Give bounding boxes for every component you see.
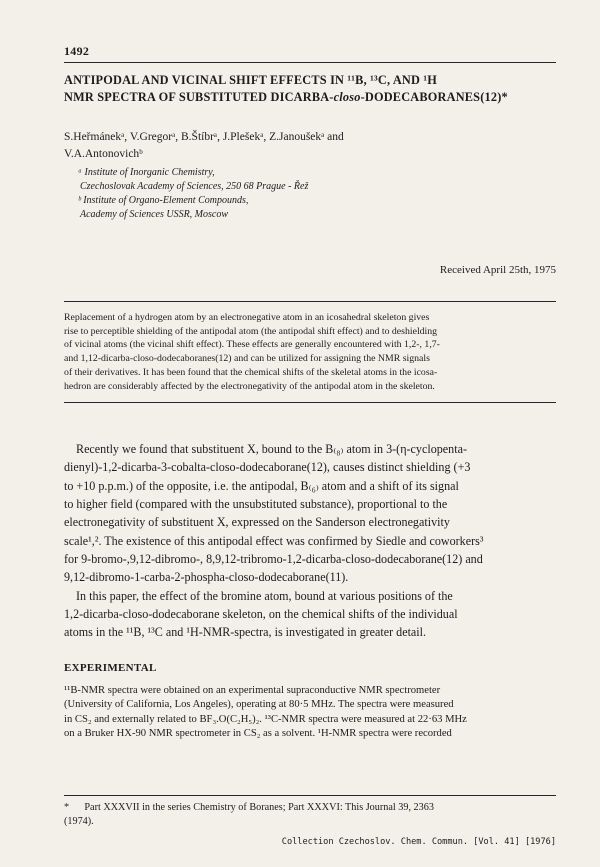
journal-footer: Collection Czechoslov. Chem. Commun. [Vol. 41] [1976]	[281, 837, 556, 847]
introduction-text	[64, 440, 560, 642]
affiliations	[78, 166, 558, 222]
page-number: 1492	[64, 44, 90, 58]
title-line-2: NMR SPECTRA OF SUBSTITUTED DICARBA-closo-DODECABORANES(12)*	[64, 90, 508, 104]
footnote-line: * Part XXXVII in the series Chemistry of Boranes; Part XXXVI: This Journal 39, 2363	[64, 802, 434, 813]
experimental-line: ¹¹B-NMR spectra were obtained on an experimental supraconductive NMR spectrometer	[64, 685, 441, 696]
abstract-line: of their derivatives. It has been found that the chemical shifts of the skeletal atoms in the icosa-	[64, 366, 438, 378]
body-line: atoms in the ¹¹B, ¹³C and ¹H-NMR-spectra, is investigated in greater detail.	[64, 625, 427, 640]
header-rule	[64, 62, 556, 63]
body-line: electronegativity of substituent X, expressed on the Sanderson electronegativity	[64, 515, 450, 530]
abstract-line: of vicinal atoms (the vicinal shift effect). These effects are generally encountered with 1,2-, 1,7-	[64, 339, 440, 351]
abstract-rule-top	[64, 301, 556, 302]
body-line: scale¹,². The existence of this antipodal effect was confirmed by Siedle and coworkers³	[64, 533, 484, 548]
section-heading-experimental: EXPERIMENTAL	[64, 662, 157, 674]
body-line: to higher field (compared with the unsubstituted substance), proportional to the	[64, 497, 448, 512]
experimental-line: in CS₂ and externally related to BF₃.O(C₂H₅)₂. ¹³C-NMR spectra were measured at 22·63 MHz	[64, 713, 467, 725]
abstract-line: Replacement of a hydrogen atom by an electronegative atom in an icosahedral skeleton gives	[64, 312, 430, 323]
experimental-line: on a Bruker HX-90 NMR spectrometer in CS₂ as a solvent. ¹H-NMR spectra were recorded	[64, 728, 452, 740]
received-date: Received April 25th, 1975	[439, 264, 556, 276]
body-line: In this paper, the effect of the bromine atom, bound at various positions of the	[76, 588, 453, 603]
authors-line-1: S.Heřmánekᵃ, V.Gregorᵃ, B.Štíbrᵃ, J.Plešekᵃ, Z.Janoušekᵃ and	[64, 131, 344, 143]
experimental-text	[64, 684, 560, 742]
body-line: to +10 p.p.m.) of the opposite, i.e. the antipodal, B₍₆₎ atom and a shift of its signal	[64, 478, 459, 493]
author-list	[64, 129, 560, 163]
abstract-line: and 1,12-dicarba-closo-dodecaboranes(12) and can be utilized for assigning the NMR signals	[64, 353, 430, 365]
article-title	[64, 72, 560, 106]
title-line-1: ANTIPODAL AND VICINAL SHIFT EFFECTS IN ¹¹B, ¹³C, AND ¹H	[64, 73, 438, 87]
abstract-rule-bottom	[64, 402, 556, 403]
affiliation-line: ᵃ Institute of Inorganic Chemistry,	[78, 167, 215, 178]
footnote-line: (1974).	[64, 816, 94, 827]
affiliation-line: Czechoslovak Academy of Sciences, 250 68 Prague - Řež	[80, 181, 309, 192]
authors-line-2: V.A.Antonovichᵇ	[64, 148, 143, 160]
affiliation-line: ᵇ Institute of Organo-Element Compounds,	[78, 195, 249, 206]
body-line: 1,2-dicarba-closo-dodecaborane skeleton, on the chemical shifts of the individual	[64, 607, 458, 622]
body-line: for 9-bromo-,9,12-dibromo-, 8,9,12-tribromo-1,2-dicarba-closo-dodecaborane(12) and	[64, 552, 483, 567]
experimental-line: (University of California, Los Angeles), operating at 80·5 MHz. The spectra were measured	[64, 699, 454, 711]
footnote	[64, 801, 560, 829]
abstract	[64, 311, 558, 393]
abstract-line: rise to perceptible shielding of the antipodal atom (the antipodal shift effect) and to deshielding	[64, 325, 438, 337]
footnote-rule	[64, 795, 556, 796]
body-line: dienyl)-1,2-dicarba-3-cobalta-closo-dodecaborane(12), causes distinct shielding (+3	[64, 460, 471, 475]
body-line: Recently we found that substituent X, bound to the B₍₈₎ atom in 3-(η-cyclopenta-	[76, 442, 467, 456]
affiliation-line: Academy of Sciences USSR, Moscow	[80, 209, 229, 220]
body-line: 9,12-dibromo-1-carba-2-phospha-closo-dodecaborane(11).	[64, 570, 349, 585]
abstract-line: hedron are considerably affected by the electronegativity of the antipodal atom in the skeleton.	[64, 380, 435, 392]
